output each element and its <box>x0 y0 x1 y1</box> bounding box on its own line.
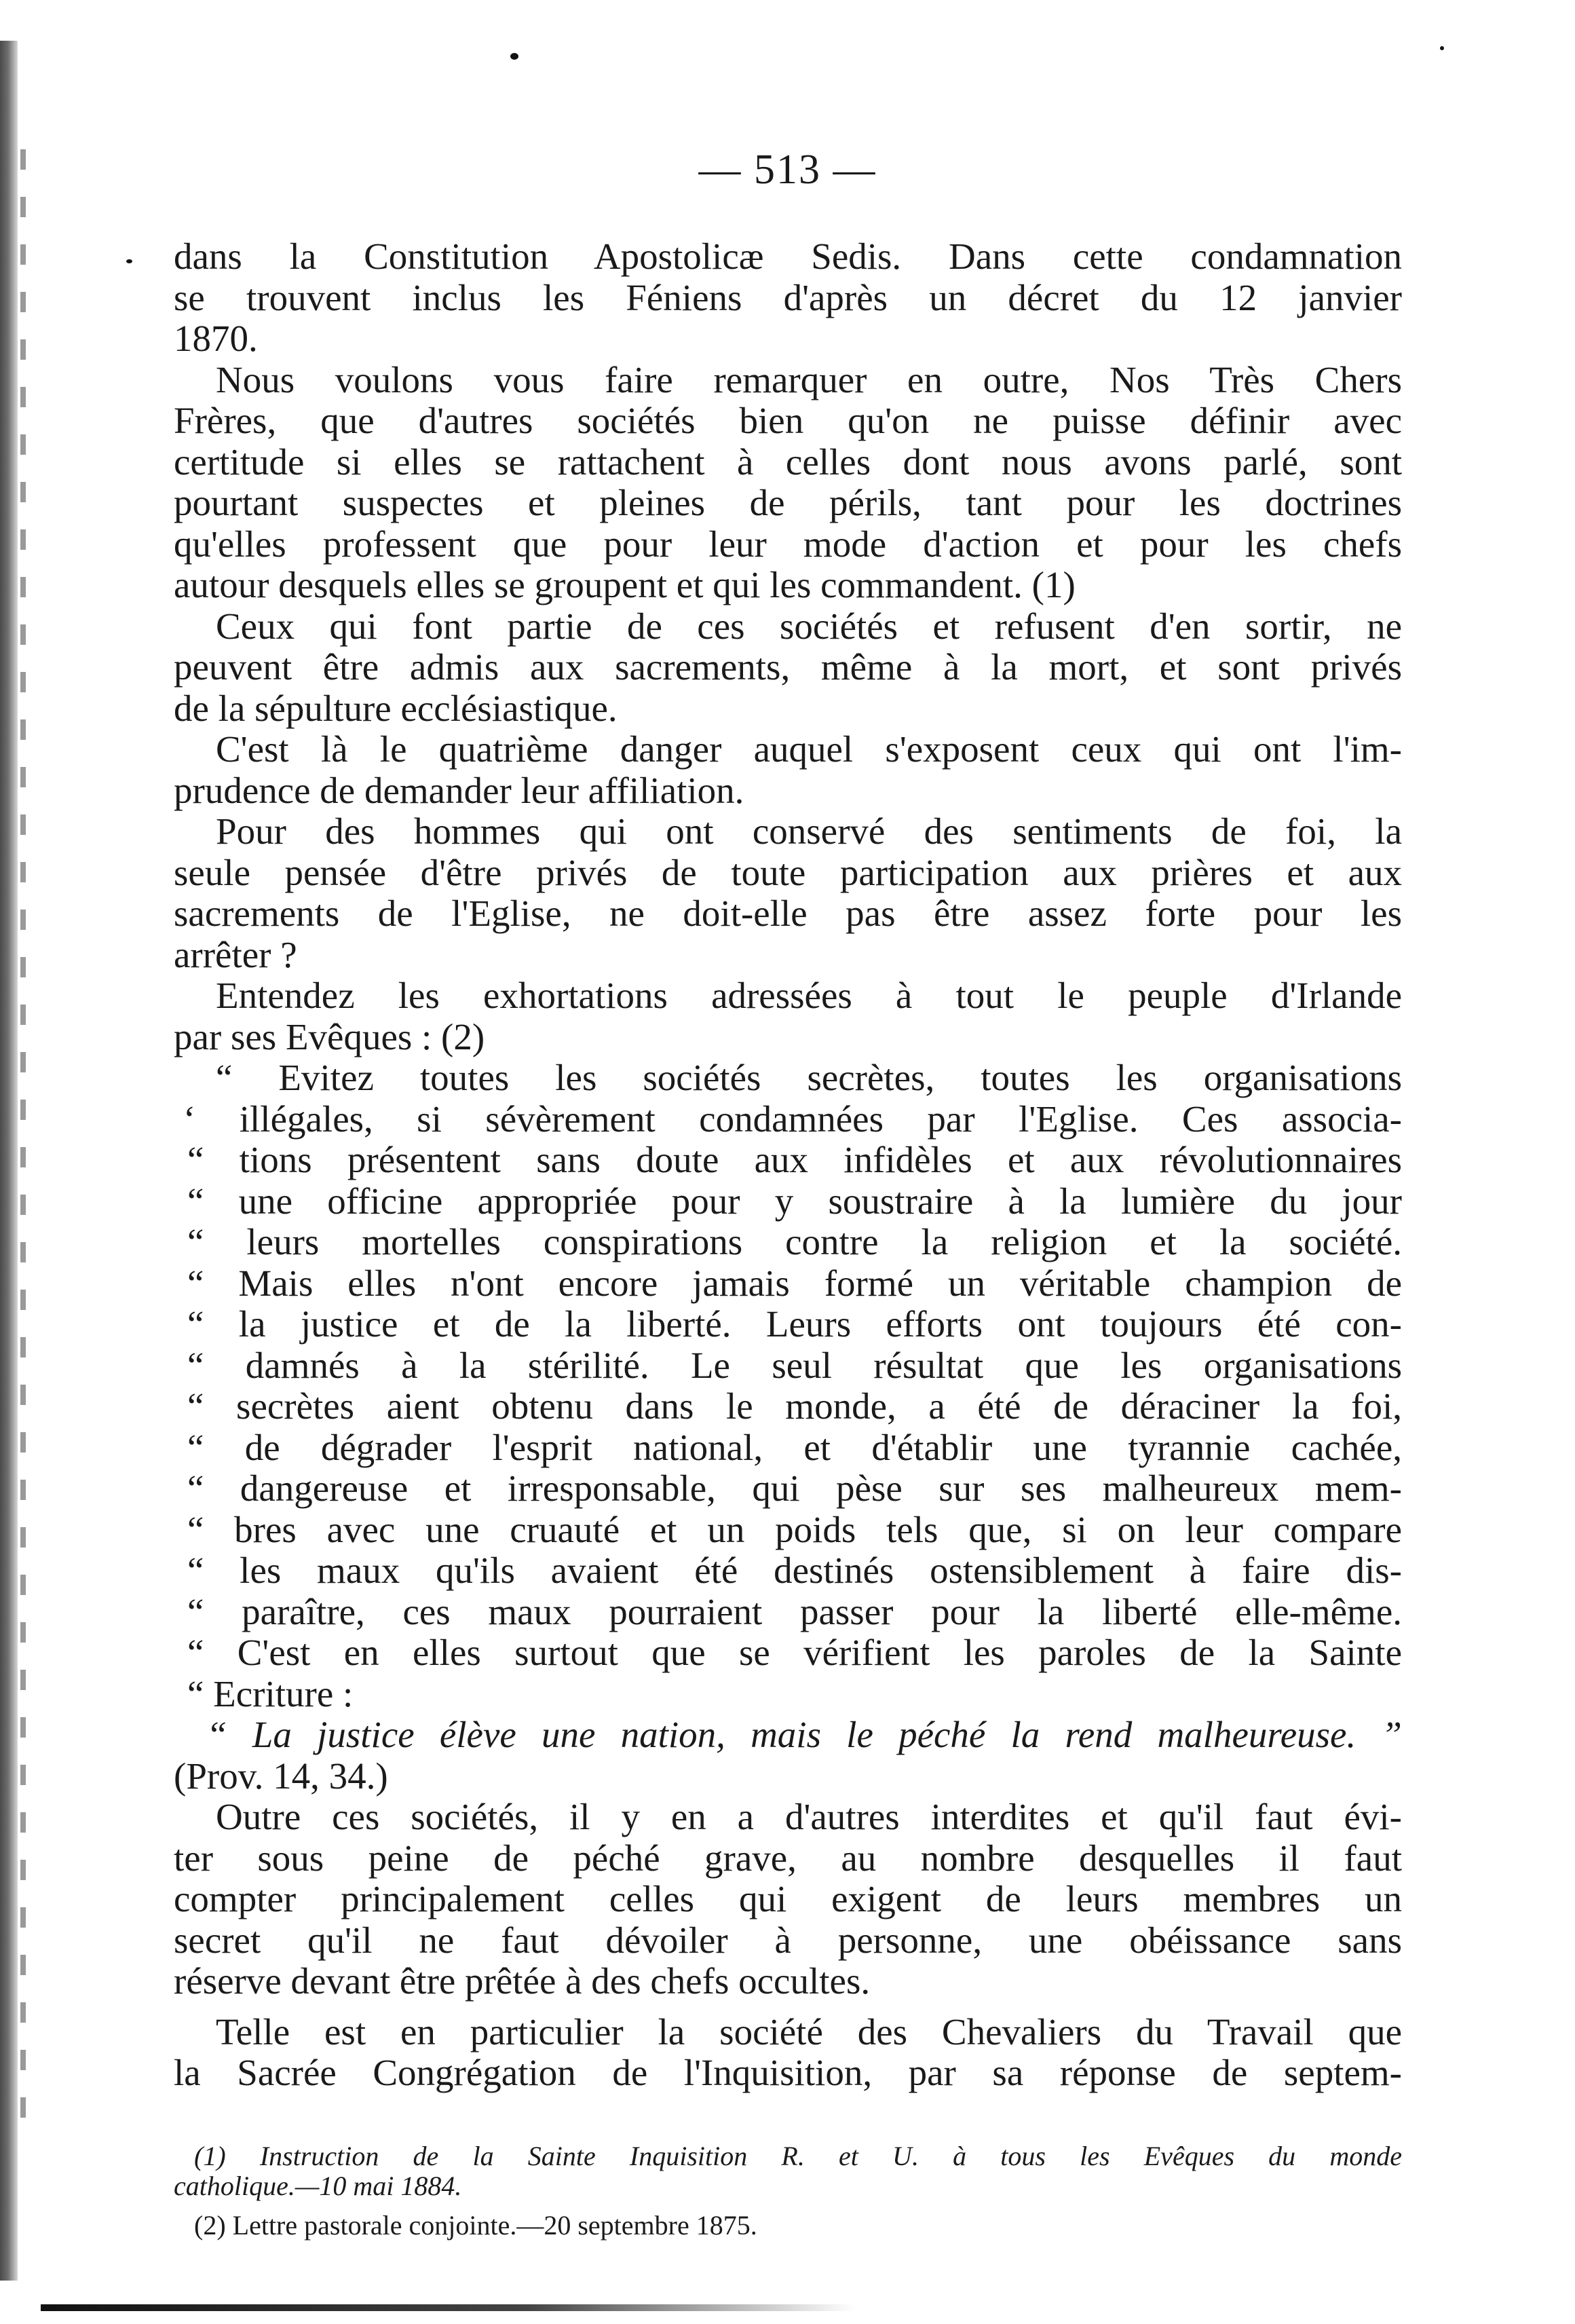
footnote-1: (1) Instruction de la Sainte Inquisition R. et U. à tous les Evêques du monde <box>194 2141 1402 2171</box>
text-line: Pour des hommes qui ont conservé des sentiments de foi, la <box>216 810 1402 852</box>
text-line: autour desquels elles se groupent et qui les commandent. (1) <box>174 564 1076 605</box>
text-line: se trouvent inclus les Féniens d'après un décret du 12 janvier <box>174 276 1402 318</box>
quote-line: “ bres avec une cruauté et un poids tels que, si on leur compare <box>187 1508 1402 1550</box>
quote-line: “ damnés à la stérilité. Le seul résultat que les organisations <box>187 1344 1402 1386</box>
quote-line: ‘ illégales, si sévèrement condamnées par l'Eglise. Ces associa- <box>183 1098 1402 1140</box>
bishops-quote <box>174 1057 1402 1797</box>
text-line: arrêter ? <box>174 933 297 975</box>
quote-line: “ leurs mortelles conspirations contre la religion et la société. <box>187 1221 1402 1262</box>
footnote-1-continued: catholique.—10 mai 1884. <box>174 2171 462 2201</box>
paragraph-5 <box>174 811 1402 975</box>
scripture-reference: (Prov. 14, 34.) <box>174 1755 388 1797</box>
footnotes <box>174 2141 1402 2241</box>
text-line: Telle est en particulier la société des Chevaliers du Travail que <box>216 2010 1402 2053</box>
quote-line: “ secrètes aient obtenu dans le monde, a été de déraciner la foi, <box>187 1385 1402 1427</box>
text-line: Entendez les exhortations adressées à tout le peuple d'Irlande <box>216 975 1402 1016</box>
paragraph-2 <box>174 360 1402 606</box>
page-binding-edge <box>0 41 18 2281</box>
text-line: peuvent être admis aux sacrements, même à la mort, et sont privés <box>174 646 1402 688</box>
quote-line: “ les maux qu'ils avaient été destinés ostensiblement à faire dis- <box>187 1550 1402 1591</box>
text-line: de la sépulture ecclésiastique. <box>174 687 618 729</box>
quote-line: “ Mais elles n'ont encore jamais formé un véritable champion de <box>187 1262 1402 1304</box>
text-line: par ses Evêques : (2) <box>174 1015 485 1057</box>
text-line: dans la Constitution Apostolicæ Sedis. Dans cette condamnation <box>174 236 1402 277</box>
paragraph-7 <box>174 1797 1402 2002</box>
text-line: sacrements de l'Eglise, ne doit-elle pas être assez forte pour les <box>174 893 1402 934</box>
ink-speck <box>126 259 132 263</box>
body-text <box>174 236 1402 2094</box>
paragraph-3 <box>174 606 1402 730</box>
scripture-verse: “ La justice élève une nation, mais le péché la rend malheureuse. ” <box>206 1714 1402 1755</box>
text-line: Nous voulons vous faire remarquer en outre, Nos Très Chers <box>216 358 1402 400</box>
quote-line: “ Evitez toutes les sociétés secrètes, toutes les organisations <box>216 1057 1402 1098</box>
text-line: Ceux qui font partie de ces sociétés et refusent d'en sortir, ne <box>216 605 1402 647</box>
text-line: qu'elles professent que pour leur mode d'action et pour les chefs <box>174 523 1402 565</box>
quote-line: “ la justice et de la liberté. Leurs efforts ont toujours été con- <box>187 1303 1402 1345</box>
quote-line: “ une officine appropriée pour y soustraire à la lumière du jour <box>187 1180 1402 1222</box>
quote-line: “ dangereuse et irresponsable, qui pèse sur ses malheureux mem- <box>187 1467 1402 1509</box>
text-line: secret qu'il ne faut dévoiler à personne, une obéissance sans <box>174 1919 1402 1961</box>
paragraph-8 <box>174 2012 1402 2094</box>
page-binding-shadow <box>20 149 26 2118</box>
quote-line: “ de dégrader l'esprit national, et d'établir une tyrannie cachée, <box>187 1426 1402 1468</box>
text-line: Outre ces sociétés, il y en a d'autres interdites et qu'il faut évi- <box>216 1796 1402 1837</box>
page-number: — 513 — <box>698 147 877 193</box>
text-line: C'est là le quatrième danger auquel s'exposent ceux qui ont l'im- <box>216 728 1402 770</box>
text-line: ter sous peine de péché grave, au nombre desquelles il faut <box>174 1837 1402 1879</box>
quote-line: “ paraître, ces maux pourraient passer pour la liberté elle-même. <box>187 1590 1402 1632</box>
text-line: la Sacrée Congrégation de l'Inquisition, par sa réponse de septem- <box>174 2052 1402 2093</box>
text-line: pourtant suspectes et pleines de périls, tant pour les doctrines <box>174 482 1402 523</box>
paragraph-1 <box>174 236 1402 360</box>
text-line: certitude si elles se rattachent à celles dont nous avons parlé, sont <box>174 441 1402 483</box>
quote-line: “ tions présentent sans doute aux infidèles et aux révolutionnaires <box>187 1139 1402 1180</box>
text-line: prudence de demander leur affiliation. <box>174 769 744 811</box>
paragraph-4 <box>174 729 1402 811</box>
ink-speck <box>1440 46 1444 50</box>
ink-speck <box>510 53 518 60</box>
page-bottom-edge <box>41 2304 855 2311</box>
paragraph-6 <box>174 975 1402 1057</box>
text-line: compter principalement celles qui exigent de leurs membres un <box>174 1878 1402 1919</box>
text-line: réserve devant être prêtée à des chefs occultes. <box>174 1960 871 2002</box>
text-line: Frères, que d'autres sociétés bien qu'on ne puisse définir avec <box>174 400 1402 441</box>
quote-line: “ Ecriture : <box>187 1672 354 1714</box>
text-line: 1870. <box>174 318 258 359</box>
quote-line: “ C'est en elles surtout que se vérifient les paroles de la Sainte <box>187 1632 1402 1673</box>
footnote-2: (2) Lettre pastorale conjointe.—20 septembre 1875. <box>194 2210 757 2241</box>
text-line: seule pensée d'être privés de toute participation aux prières et aux <box>174 851 1402 893</box>
